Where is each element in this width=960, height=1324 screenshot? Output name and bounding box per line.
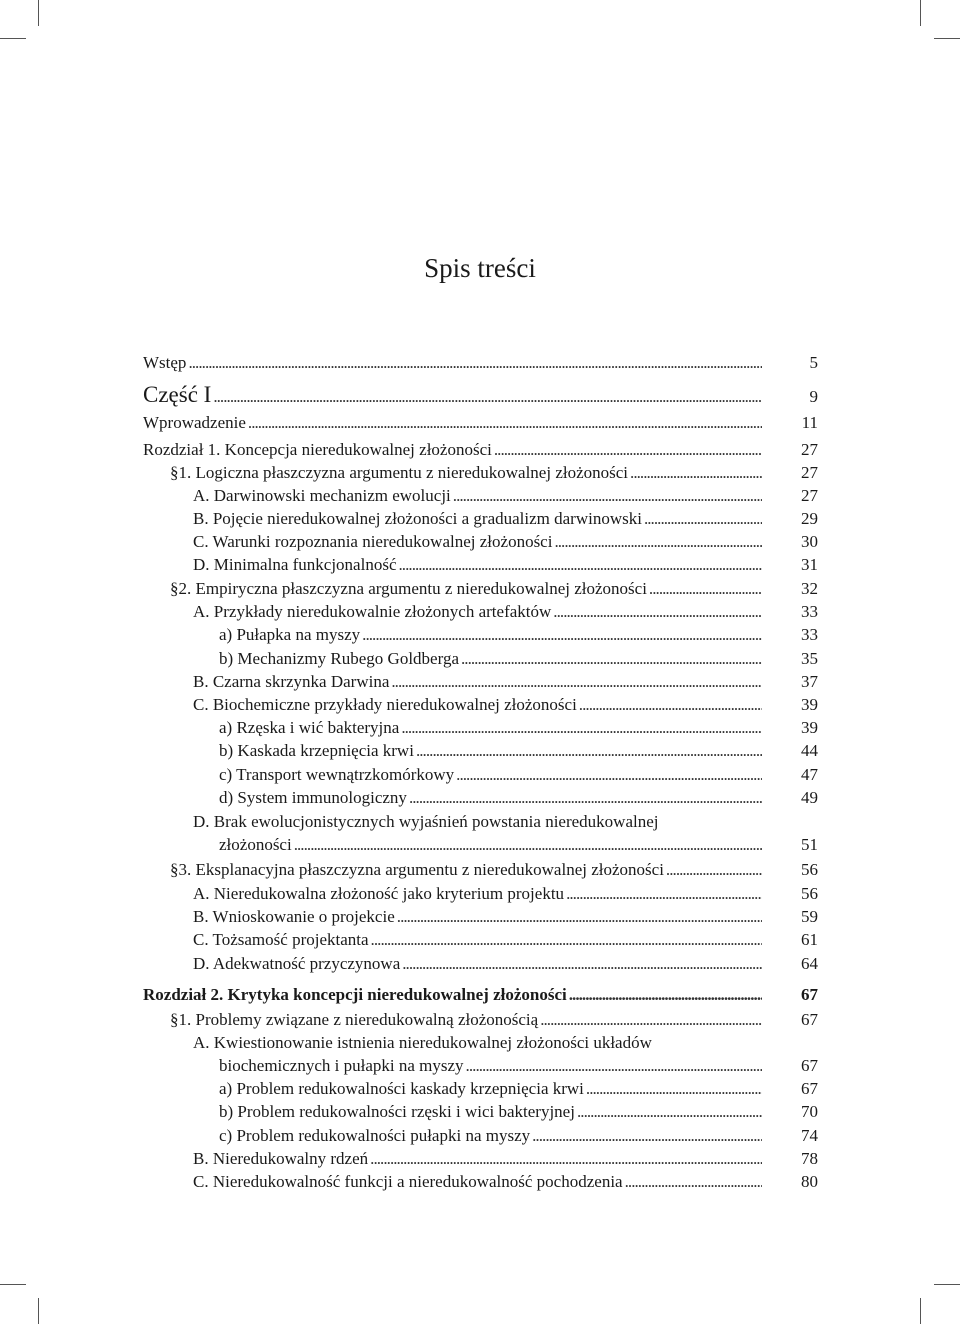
toc-entry-title: §2. Empiryczna płaszczyzna argumentu z nieredukowalnej złożoności bbox=[170, 579, 647, 598]
toc-entry-title: biochemicznych i pułapki na myszy bbox=[219, 1056, 464, 1075]
toc-entry-page: 64 bbox=[801, 954, 818, 973]
toc-entry-page: 56 bbox=[801, 884, 818, 903]
toc-entry-title: A. Darwinowski mechanizm ewolucji bbox=[193, 486, 451, 505]
toc-entry-page: 27 bbox=[801, 440, 818, 459]
toc-entry-title: B. Wnioskowanie o projekcie bbox=[193, 907, 395, 926]
toc-entry[interactable] bbox=[193, 508, 818, 530]
crop-mark bbox=[38, 1298, 39, 1324]
toc-entry-page: 44 bbox=[801, 741, 818, 760]
toc-entry-title: Wstęp bbox=[143, 353, 187, 372]
toc-entry-page: 67 bbox=[801, 1079, 818, 1098]
toc-entry-title: Rozdział 1. Koncepcja nieredukowalnej złożoności bbox=[143, 440, 492, 459]
crop-mark bbox=[38, 0, 39, 26]
toc-entry[interactable] bbox=[193, 485, 818, 507]
toc-entry-title: C. Nieredukowalność funkcji a nieredukowalność pochodzenia bbox=[193, 1172, 623, 1191]
toc-entry-page: 70 bbox=[801, 1102, 818, 1121]
toc-entry-title: B. Nieredukowalny rdzeń bbox=[193, 1149, 369, 1168]
crop-mark bbox=[920, 1298, 921, 1324]
toc-entry[interactable] bbox=[219, 1101, 818, 1123]
toc-entry-page: 5 bbox=[809, 353, 818, 372]
toc-entry-page: 32 bbox=[801, 579, 818, 598]
toc-entry-title: b) Kaskada krzepnięcia krwi bbox=[219, 741, 414, 760]
toc-entry[interactable] bbox=[193, 694, 818, 716]
crop-mark bbox=[934, 1284, 960, 1285]
toc-entry[interactable] bbox=[143, 352, 818, 374]
toc-entry-page: 31 bbox=[801, 555, 818, 574]
toc-entry[interactable] bbox=[193, 1171, 818, 1193]
toc-entry-page: 27 bbox=[801, 463, 818, 482]
toc-entry[interactable] bbox=[219, 624, 818, 646]
toc-entry-title: a) Rzęska i wić bakteryjna bbox=[219, 718, 400, 737]
toc-entry-page: 33 bbox=[801, 602, 818, 621]
toc-entry-title: a) Pułapka na myszy bbox=[219, 625, 361, 644]
toc-entry-page: 67 bbox=[801, 985, 818, 1004]
toc-entry-title: c) Problem redukowalności pułapki na myszy bbox=[219, 1126, 531, 1145]
toc-entry-title: §3. Eksplanacyjna płaszczyzna argumentu z nieredukowalnej złożoności bbox=[170, 860, 664, 879]
toc-entry-page: 67 bbox=[801, 1010, 818, 1029]
toc-entry[interactable] bbox=[219, 740, 818, 762]
toc-entry[interactable] bbox=[170, 1009, 818, 1031]
toc-entry-title: c) Transport wewnątrzkomórkowy bbox=[219, 765, 455, 784]
toc-entry[interactable] bbox=[193, 929, 818, 951]
toc-entry-page: 29 bbox=[801, 509, 818, 528]
toc-entry[interactable] bbox=[193, 531, 818, 553]
toc-entry[interactable] bbox=[219, 1125, 818, 1147]
toc-entry-page: 59 bbox=[801, 907, 818, 926]
toc-entry[interactable] bbox=[219, 717, 818, 739]
toc-entry[interactable] bbox=[143, 382, 818, 408]
toc-entry-title: C. Warunki rozpoznania nieredukowalnej złożoności bbox=[193, 532, 553, 551]
toc-entry-title-line1: D. Brak ewolucjonistycznych wyjaśnień powstania nieredukowalnej bbox=[193, 812, 659, 831]
toc-entry-page: 30 bbox=[801, 532, 818, 551]
toc-entry-page: 49 bbox=[801, 788, 818, 807]
toc-entry-title: B. Czarna skrzynka Darwina bbox=[193, 672, 390, 691]
toc-entry-title: C. Tożsamość projektanta bbox=[193, 930, 369, 949]
toc-entry-page: 9 bbox=[809, 387, 818, 406]
toc-entry-title: B. Pojęcie nieredukowalnej złożoności a gradualizm darwinowski bbox=[193, 509, 642, 528]
toc-entry[interactable] bbox=[219, 648, 818, 670]
toc-entry[interactable] bbox=[219, 1078, 818, 1100]
toc-entry-title: Rozdział 2. Krytyka koncepcji nieredukowalnej złożoności bbox=[143, 985, 567, 1004]
toc-entry[interactable] bbox=[219, 834, 818, 856]
toc-entry[interactable] bbox=[143, 412, 818, 434]
toc-entry-page: 33 bbox=[801, 625, 818, 644]
crop-mark bbox=[0, 1284, 26, 1285]
crop-mark bbox=[920, 0, 921, 26]
toc-entry-title: Wprowadzenie bbox=[143, 413, 246, 432]
toc-entry-title: A. Przykłady nieredukowalnie złożonych artefaktów bbox=[193, 602, 552, 621]
toc-entry[interactable] bbox=[193, 883, 818, 905]
toc-entry-page: 39 bbox=[801, 695, 818, 714]
toc-entry-page: 61 bbox=[801, 930, 818, 949]
toc-entry[interactable] bbox=[193, 671, 818, 693]
toc-entry-page: 27 bbox=[801, 486, 818, 505]
toc-entry-title: d) System immunologiczny bbox=[219, 788, 407, 807]
toc-entry-page: 80 bbox=[801, 1172, 818, 1191]
toc-entry[interactable] bbox=[219, 764, 818, 786]
toc-entry-page: 51 bbox=[801, 835, 818, 854]
toc-entry[interactable] bbox=[219, 1055, 818, 1077]
toc-entry-title: b) Problem redukowalności rzęski i wici bakteryjnej bbox=[219, 1102, 575, 1121]
toc-entry-title: C. Biochemiczne przykłady nieredukowalnej złożoności bbox=[193, 695, 577, 714]
crop-mark bbox=[0, 38, 26, 39]
toc-entry-page: 37 bbox=[801, 672, 818, 691]
toc-entry-title: a) Problem redukowalności kaskady krzepnięcia krwi bbox=[219, 1079, 584, 1098]
toc-entry-title: §1. Problemy związane z nieredukowalną złożonością bbox=[170, 1010, 539, 1029]
toc-entry[interactable] bbox=[193, 554, 818, 576]
toc-entry-page: 74 bbox=[801, 1126, 818, 1145]
toc-entry-title: złożoności bbox=[219, 835, 292, 854]
toc-entry-page: 78 bbox=[801, 1149, 818, 1168]
page-title: Spis treści bbox=[424, 253, 536, 283]
toc-entry-page: 35 bbox=[801, 649, 818, 668]
toc-entry[interactable] bbox=[193, 953, 818, 975]
toc-entry-page: 39 bbox=[801, 718, 818, 737]
crop-mark bbox=[934, 38, 960, 39]
toc-entry[interactable] bbox=[219, 787, 818, 809]
toc-entry-title: b) Mechanizmy Rubego Goldberga bbox=[219, 649, 459, 668]
toc-entry-title-line1: A. Kwiestionowanie istnienia nieredukowalnej złożoności układów bbox=[193, 1033, 652, 1052]
toc-entry-page: 11 bbox=[801, 413, 818, 432]
toc-entry-page: 67 bbox=[801, 1056, 818, 1075]
toc-entry-page: 56 bbox=[801, 860, 818, 879]
toc-entry[interactable] bbox=[143, 984, 818, 1006]
toc-entry[interactable] bbox=[170, 578, 818, 600]
toc-entry[interactable] bbox=[170, 462, 818, 484]
toc-entry-title: Część I bbox=[143, 382, 212, 407]
toc-entry[interactable] bbox=[193, 906, 818, 928]
toc-entry-title: D. Minimalna funkcjonalność bbox=[193, 555, 397, 574]
toc-entry[interactable] bbox=[193, 601, 818, 623]
toc-entry[interactable] bbox=[170, 859, 818, 881]
toc-entry-title: A. Nieredukowalna złożoność jako kryterium projektu bbox=[193, 884, 565, 903]
toc-entry-title: §1. Logiczna płaszczyzna argumentu z nieredukowalnej złożoności bbox=[170, 463, 629, 482]
toc-entry[interactable] bbox=[193, 1148, 818, 1170]
toc-entry-title: D. Adekwatność przyczynowa bbox=[193, 954, 401, 973]
toc-entry[interactable] bbox=[143, 439, 818, 461]
toc-entry-page: 47 bbox=[801, 765, 818, 784]
